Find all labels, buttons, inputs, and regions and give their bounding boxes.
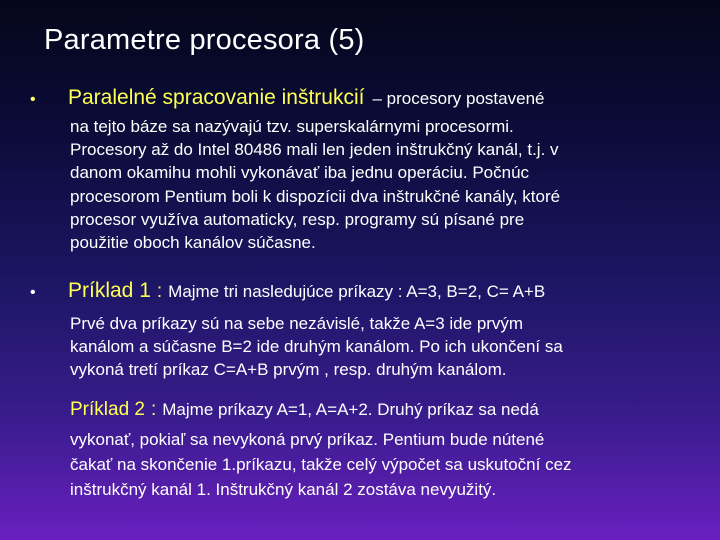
example2-heading: Príklad 2 — [70, 399, 145, 420]
example1-colon: : — [156, 281, 163, 302]
example2-header — [70, 399, 690, 421]
bullet-item-example1 — [30, 279, 698, 303]
paragraph-line: čakať na skončenie 1.príkazu, takže celý výpočet sa uskutoční cez — [70, 455, 572, 474]
paragraph-line: procesorom Pentium boli k dispozícii dva inštrukčné kanály, ktoré — [70, 186, 561, 206]
paragraph-line: na tejto báze sa nazývajú tzv. superskalárnymi procesormi. — [70, 117, 514, 136]
paragraph-line: danom okamihu mohli vykonávať iba jednu operáciu. Počnúc — [70, 163, 530, 183]
example1-paragraph — [70, 312, 680, 382]
example1-intro: Majme tri nasledujúce príkazy : A=3, B=2, C= A+B — [168, 282, 546, 301]
bullet-dot-icon: • — [30, 91, 36, 108]
example2-colon: : — [150, 399, 157, 420]
example2-paragraph — [70, 427, 680, 502]
paragraph-line: vykonať, pokiaľ sa nevykoná prvý príkaz. Pentium bude nútené — [70, 430, 545, 449]
bullet-paragraph-parallel — [70, 115, 680, 254]
example2-intro: Majme príkazy A=1, A=A+2. Druhý príkaz sa nedá — [162, 400, 539, 419]
paragraph-line: Prvé dva príkazy sú na sebe nezávislé, takže A=3 ide prvým — [70, 314, 524, 333]
bullet-heading: Paralelné spracovanie inštrukcií — [68, 86, 365, 109]
paragraph-line: procesor využíva automaticky, resp. programy sú písané pre — [70, 209, 525, 229]
paragraph-line: inštrukčný kanál 1. Inštrukčný kanál 2 zostáva nevyužitý. — [70, 480, 497, 499]
paragraph-line: kanálom a súčasne B=2 ide druhým kanálom. Po ich ukončení sa — [70, 337, 563, 357]
paragraph-line: použitie oboch kanálov súčasne. — [70, 233, 316, 253]
bullet-dot-icon: • — [30, 284, 36, 301]
paragraph-line: Procesory až do Intel 80486 mali len jeden inštrukčný kanál, t.j. v — [70, 140, 559, 160]
bullet-item-parallel — [30, 86, 698, 110]
example1-heading: Príklad 1 — [68, 279, 151, 302]
slide-title: Parametre procesora (5) — [44, 24, 365, 56]
paragraph-line: vykoná tretí príkaz C=A+B prvým , resp. druhým kanálom. — [70, 360, 507, 380]
bullet-heading-continuation: – procesory postavené — [372, 89, 545, 108]
